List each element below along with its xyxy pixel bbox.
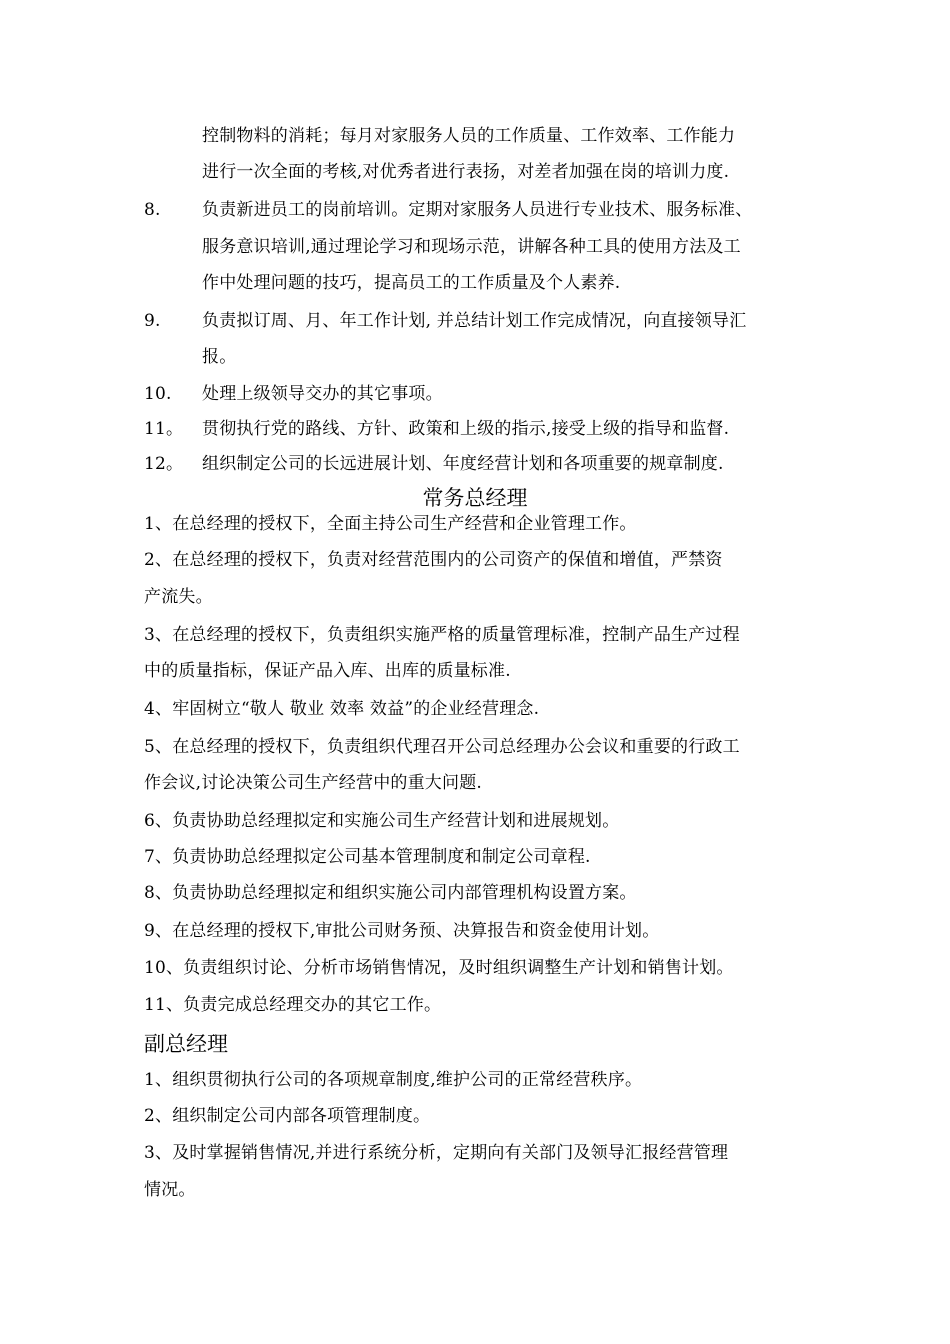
section2-paragraph: 1、组织贯彻执行公司的各项规章制度,维护公司的正常经营秩序。 [144,1070,643,1090]
section1-paragraph: 2、在总经理的授权下，负责对经营范围内的公司资产的保值和增值，严禁资 [144,550,723,570]
list-text: 组织制定公司的长远进展计划、年度经营计划和各项重要的规章制度. [202,454,724,474]
section-title-deputy-gm: 副总经理 [144,1032,228,1056]
section1-paragraph: 作会议,讨论决策公司生产经营中的重大问题. [144,773,483,793]
list-text: 处理上级领导交办的其它事项。 [202,384,443,404]
section2-paragraph: 情况。 [144,1180,196,1200]
section1-paragraph: 5、在总经理的授权下，负责组织代理召开公司总经理办公会议和重要的行政工 [144,737,740,757]
list-number: 12。 [144,454,184,474]
list-text: 作中处理问题的技巧，提高员工的工作质量及个人素养. [202,273,621,293]
section1-paragraph: 6、负责协助总经理拟定和实施公司生产经营计划和进展规划。 [144,811,620,831]
list-text: 负责拟订周、月、年工作计划, 并总结计划工作完成情况，向直接领导汇 [202,311,747,331]
section1-paragraph: 4、牢固树立“敬人 敬业 效率 效益”的企业经营理念. [144,699,540,719]
section-title-executive-gm: 常务总经理 [422,486,528,510]
section1-paragraph: 11、负责完成总经理交办的其它工作。 [144,995,442,1015]
section1-paragraph: 中的质量指标，保证产品入库、出库的质量标准. [144,661,511,681]
section1-paragraph: 1、在总经理的授权下，全面主持公司生产经营和企业管理工作。 [144,514,637,534]
section2-paragraph: 2、组织制定公司内部各项管理制度。 [144,1106,431,1126]
section1-paragraph: 9、在总经理的授权下,审批公司财务预、决算报告和资金使用计划。 [144,921,660,941]
list-text: 报。 [202,347,237,367]
list-number: 8. [144,200,161,220]
list-number: 11。 [144,419,184,439]
list-text: 服务意识培训,通过理论学习和现场示范，讲解各种工具的使用方法及工 [202,237,741,257]
section2-paragraph: 3、及时掌握销售情况,并进行系统分析，定期向有关部门及领导汇报经营管理 [144,1143,729,1163]
list-text: 贯彻执行党的路线、方针、政策和上级的指示,接受上级的指导和监督. [202,419,730,439]
section1-paragraph: 8、负责协助总经理拟定和组织实施公司内部管理机构设置方案。 [144,883,637,903]
list-number: 10. [144,384,172,404]
list-text: 负责新进员工的岗前培训。定期对家服务人员进行专业技术、服务标准、 [202,200,753,220]
list-number: 9. [144,311,161,331]
list-text: 控制物料的消耗；每月对家服务人员的工作质量、工作效率、工作能力 [202,126,736,146]
section1-paragraph: 产流失。 [144,587,213,607]
section1-paragraph: 7、负责协助总经理拟定公司基本管理制度和制定公司章程. [144,847,591,867]
section1-paragraph: 3、在总经理的授权下，负责组织实施严格的质量管理标准，控制产品生产过程 [144,625,740,645]
list-text: 进行一次全面的考核,对优秀者进行表扬，对差者加强在岗的培训力度. [202,162,730,182]
section1-paragraph: 10、负责组织讨论、分析市场销售情况，及时组织调整生产计划和销售计划。 [144,958,734,978]
